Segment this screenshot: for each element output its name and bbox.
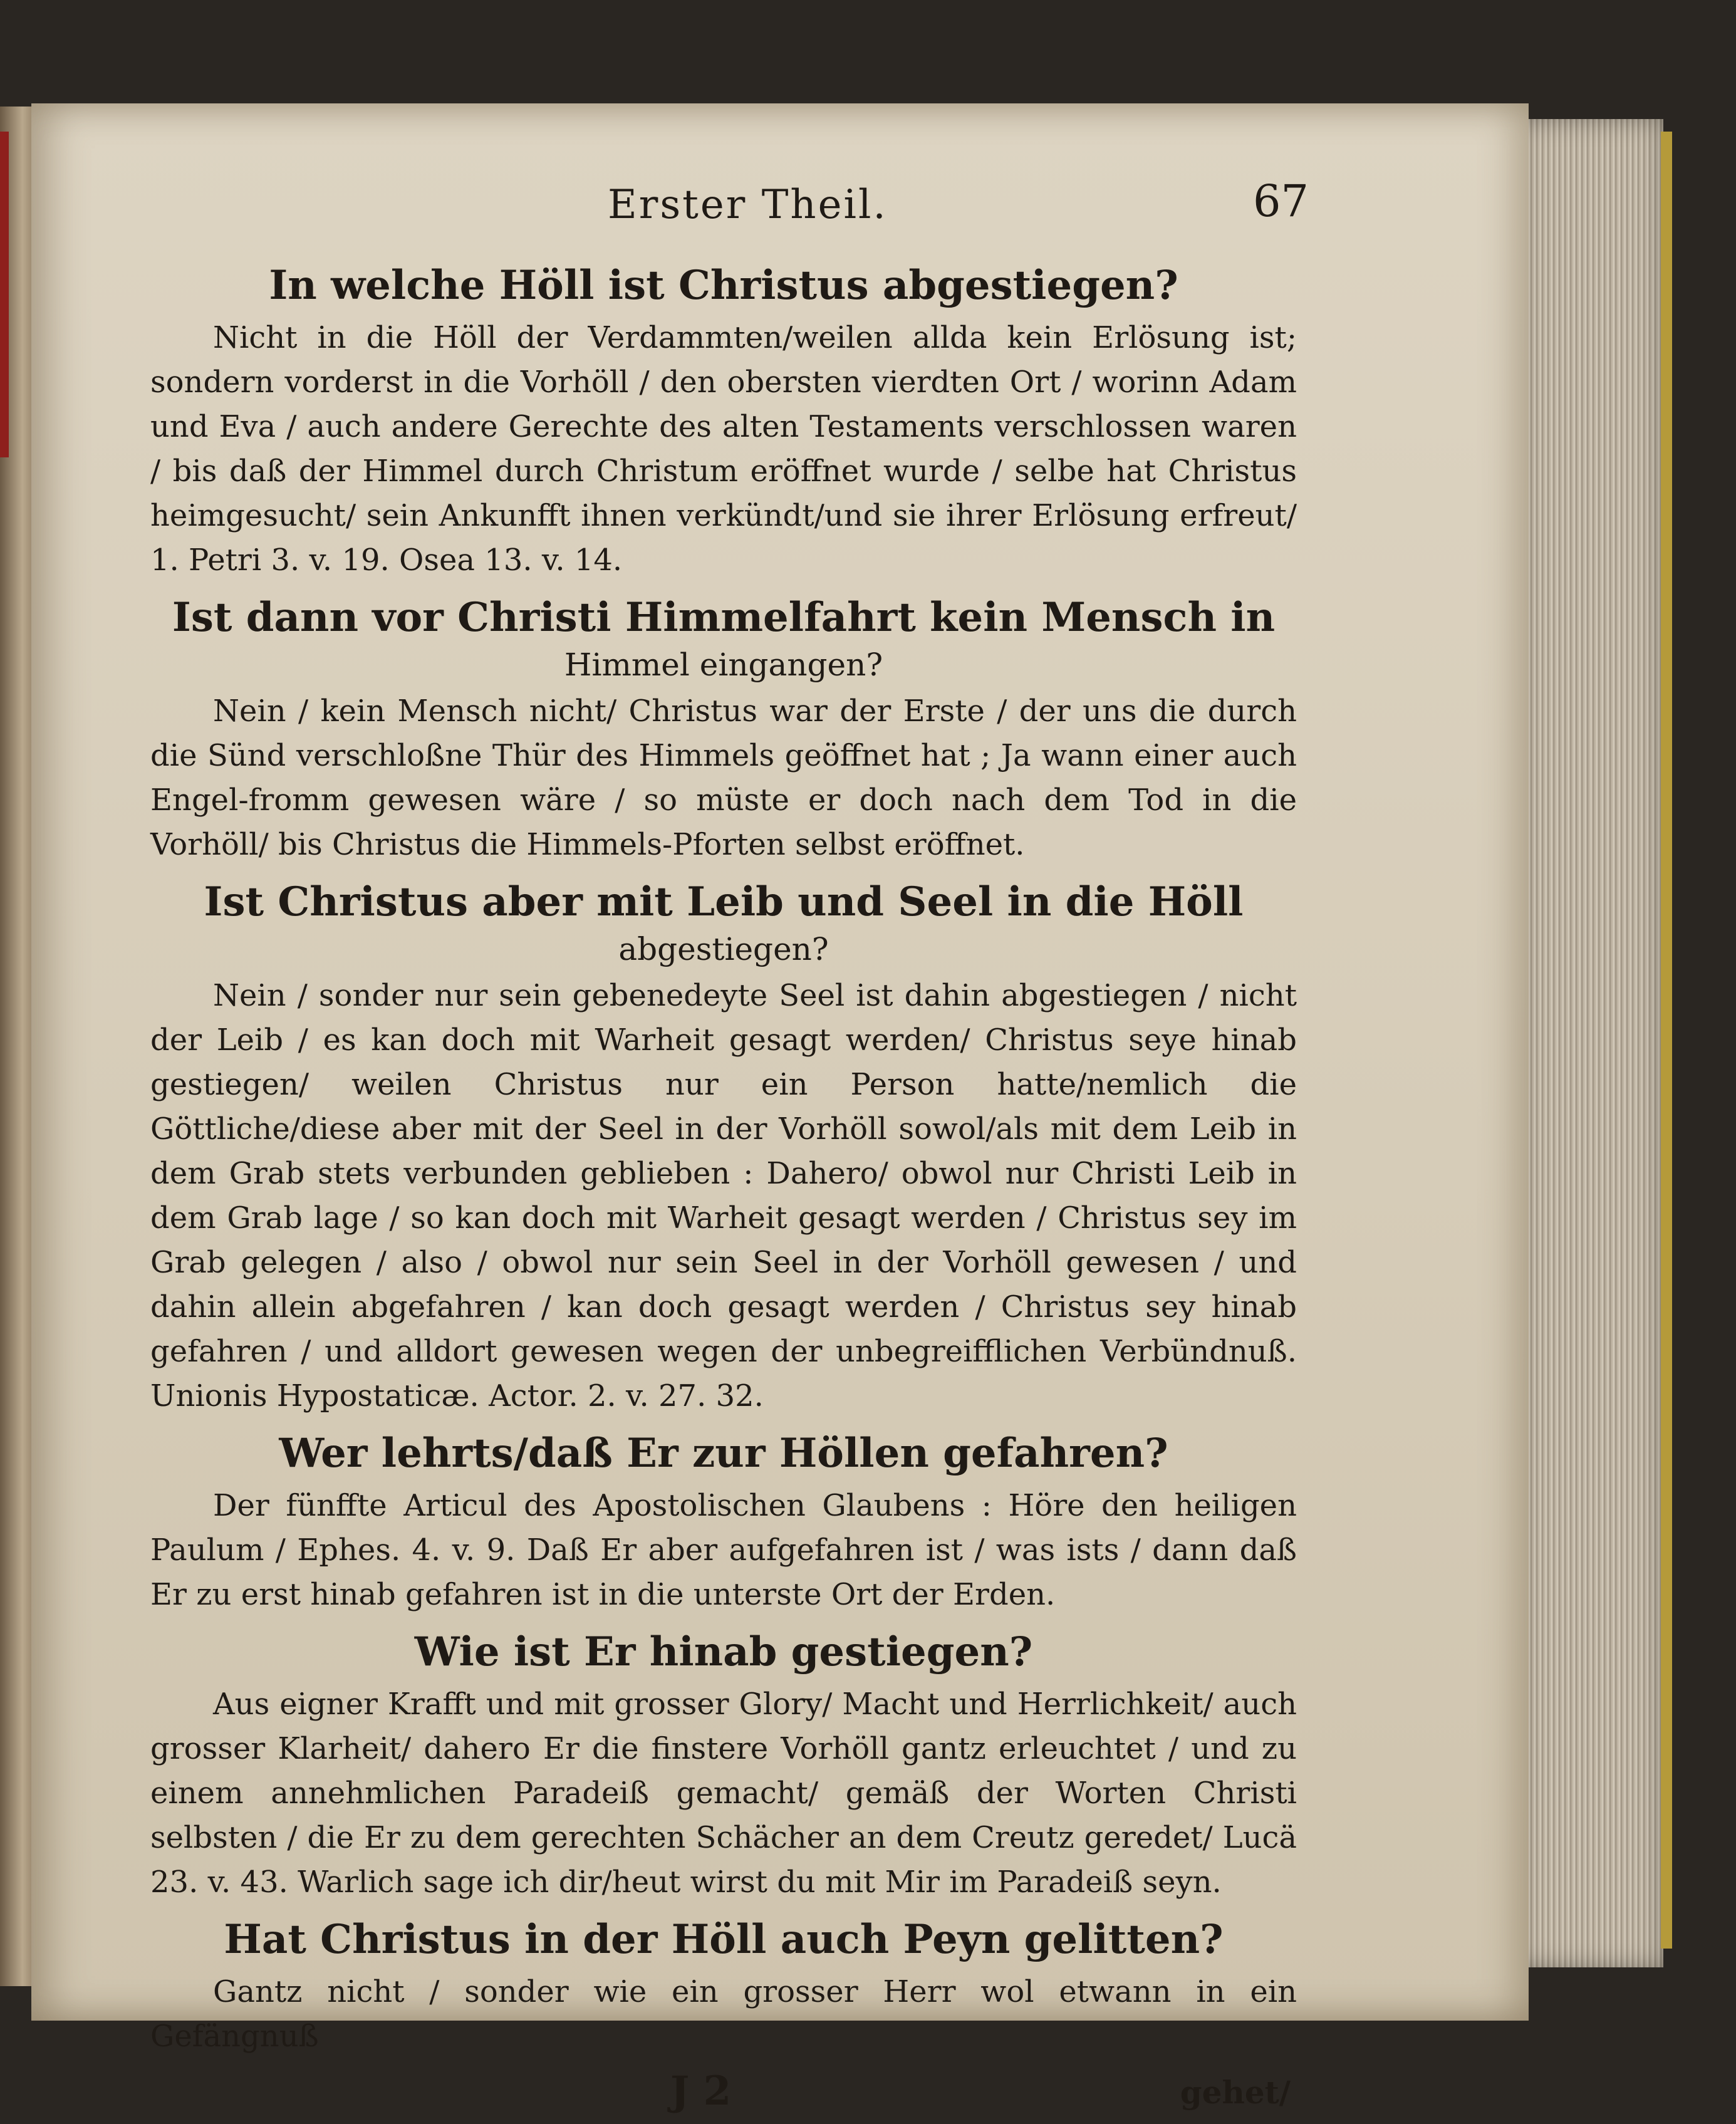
- question-text: In welche Höll ist Christus abgestiegen?: [269, 262, 1178, 309]
- question-text-continued: Himmel eingangen?: [564, 647, 883, 683]
- signature-mark: J 2: [670, 2068, 732, 2115]
- answer-paragraph: Nicht in die Höll der Verdammten/weilen allda kein Erlösung ist; sondern vorderst in die Vorhöll / den obersten vierdten Ort / worinn Adam und Eva / auch andere Gerechte des alten Testaments verschlossen waren / bis daß der Himmel durch Christum eröffnet wurde / selbe hat Christus heimgesucht/ sein Ankunfft ihnen verkündt/und sie ihrer Erlösung erfreut/ 1. Petri 3. v. 19. Osea 13. v. 14.: [150, 320, 1297, 578]
- question-heading: [150, 591, 1297, 685]
- question-text-continued: abgestiegen?: [618, 931, 829, 967]
- question-heading: [150, 259, 1297, 312]
- answer-paragraph: Aus eigner Krafft und mit grosser Glory/ Macht und Herrlichkeit/ auch grosser Klarheit/ dahero Er die finstere Vorhöll gantz erleuchtet / und zu einem annehmlichen Paradeiß gemacht/ gemäß der Worten Christi selbsten / die Er zu dem gerechten Schächer an dem Creutz geredet/ Lucä 23. v. 43. Warlich sage ich dir/heut wirst du mit Mir im Paradeiß seyn.: [150, 1687, 1297, 1900]
- question-heading: [150, 1427, 1297, 1480]
- question-text: Hat Christus in der Höll auch Peyn gelitten?: [224, 1916, 1224, 1963]
- answer-paragraph: Gantz nicht / sonder wie ein grosser Herr wol etwann in ein Gefängnuß: [150, 1974, 1297, 2054]
- answer-paragraph: Nein / kein Mensch nicht/ Christus war der Erste / der uns die durch die Sünd verschloßne Thür des Himmels geöffnet hat ; Ja wann einer auch Engel-fromm gewesen wäre / so müste er doch nach dem Tod in die Vorhöll/ bis Christus die Himmels-Pforten selbst eröffnet.: [150, 694, 1297, 862]
- gilt-edge: [1661, 132, 1672, 1949]
- running-head: Erster Theil.: [608, 182, 888, 228]
- page-number: 67: [1253, 175, 1309, 227]
- question-text: Wer lehrts/daß Er zur Höllen gefahren?: [279, 1430, 1168, 1477]
- running-header: [150, 169, 1309, 251]
- answer-paragraph: Der fünffte Articul des Apostolischen Glaubens : Höre den heiligen Paulum / Ephes. 4. v. 9. Daß Er aber aufgefahren ist / was ists / dann daß Er zu erst hinab gefahren ist in die unterste Ort der Erden.: [150, 1488, 1297, 1612]
- page-text: [150, 169, 1309, 2124]
- question-heading: [150, 876, 1297, 970]
- question-text: Ist dann vor Christi Himmelfahrt kein Mensch in: [172, 594, 1276, 641]
- question-heading: [150, 1913, 1297, 1966]
- page-block-edges: [1516, 119, 1663, 1967]
- red-ribbon-edge: [0, 132, 9, 457]
- question-text: Ist Christus aber mit Leib und Seel in die Höll: [204, 878, 1244, 925]
- page-footer: [150, 2068, 1297, 2124]
- question-text: Wie ist Er hinab gestiegen?: [414, 1628, 1033, 1675]
- catchword: gehet/: [1180, 2074, 1291, 2111]
- answer-paragraph: Nein / sonder nur sein gebenedeyte Seel ist dahin abgestiegen / nicht der Leib / es kan doch mit Warheit gesagt werden/ Christus seye hinab gestiegen/ weilen Christus nur ein Person hatte/nemlich die Göttliche/diese aber mit der Seel in der Vorhöll sowol/als mit dem Leib in dem Grab stets verbunden geblieben : Dahero/ obwol nur Christi Leib in dem Grab lage / so kan doch mit Warheit gesagt werden / Christus sey im Grab gelegen / also / obwol nur sein Seel in der Vorhöll gewesen / und dahin allein abgefahren / kan doch gesagt werden / Christus sey hinab gefahren / und alldort gewesen wegen der unbegreifflichen Verbündnuß. Unionis Hypostaticæ. Actor. 2. v. 27. 32.: [150, 978, 1297, 1413]
- question-heading: [150, 1626, 1297, 1679]
